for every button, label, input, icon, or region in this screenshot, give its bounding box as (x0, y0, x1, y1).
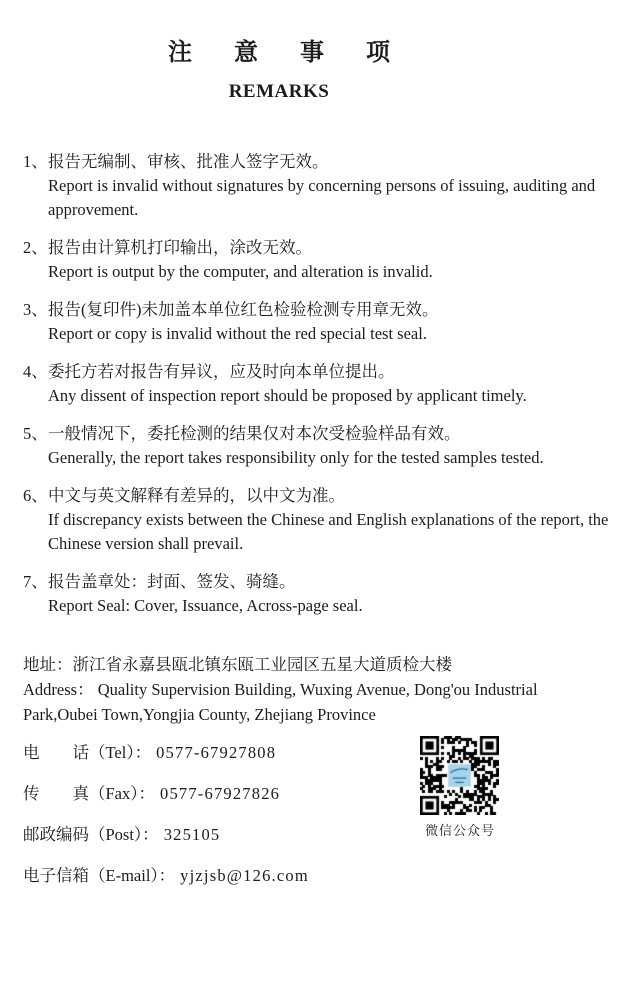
contact-block (23, 739, 309, 903)
item-body (48, 570, 615, 618)
page-title-en: REMARKS (228, 81, 330, 102)
item-text-en: Report or copy is invalid without the red special test seal. (48, 324, 427, 343)
contact-line (23, 821, 309, 845)
item-text-en: Report Seal: Cover, Issuance, Across-page seal. (48, 596, 363, 615)
item-text-zh: 报告由计算机打印输出，涂改无效。 (48, 238, 312, 257)
item-body (48, 422, 615, 470)
contact-value: yjzjsb@126.com (180, 866, 309, 885)
contact-label: 传 真（Fax）： (23, 784, 155, 803)
address-line-en: Address： Quality Supervision Building, Wuxing Avenue, Dong'ou Industrial Park,Oubei Town,Yongjia County, Zhejiang Province (23, 680, 538, 724)
wechat-qrcode-image (420, 736, 499, 815)
contact-value: 325105 (163, 825, 221, 844)
item-text-zh: 报告无编制、审核、批准人签字无效。 (48, 152, 329, 171)
remark-item (23, 236, 615, 284)
item-text-zh: 中文与英文解释有差异的，以中文为准。 (48, 486, 345, 505)
address-line-zh: 地址：浙江省永嘉县瓯北镇东瓯工业园区五星大道质检大楼 (23, 655, 452, 674)
item-text-en: Report is output by the computer, and alteration is invalid. (48, 262, 433, 281)
item-text-en: Any dissent of inspection report should be proposed by applicant timely. (48, 386, 527, 405)
contact-value: 0577-67927826 (160, 784, 281, 803)
item-number: 3、 (23, 300, 48, 319)
remark-item (23, 298, 615, 346)
remarks-list (23, 150, 615, 632)
qrcode-caption: 微信公众号 (424, 823, 495, 838)
contact-value: 0577-67927808 (156, 743, 277, 762)
item-text-en: Generally, the report takes responsibility only for the tested samples tested. (48, 448, 544, 467)
item-text-zh: 一般情况下，委托检测的结果仅对本次受检验样品有效。 (48, 424, 461, 443)
item-body (48, 298, 615, 346)
remark-item (23, 360, 615, 408)
item-number: 5、 (23, 424, 48, 443)
item-text-en: If discrepancy exists between the Chinese and English explanations of the report, the Chinese version shall prevail. (48, 510, 609, 553)
contact-label: 电 话（Tel）： (23, 743, 152, 762)
item-text-zh: 委托方若对报告有异议，应及时向本单位提出。 (48, 362, 395, 381)
remark-item (23, 484, 615, 556)
remark-item (23, 570, 615, 618)
contact-label: 邮政编码（Post）： (23, 825, 159, 844)
item-body (48, 360, 615, 408)
item-text-zh: 报告(复印件)未加盖本单位红色检验检测专用章无效。 (48, 300, 439, 319)
wechat-qr-block (420, 736, 500, 839)
contact-line (23, 739, 309, 763)
page-title-zh: 注意事项 (168, 40, 432, 66)
item-number: 1、 (23, 152, 48, 171)
page-header (0, 32, 558, 103)
item-body (48, 484, 615, 556)
address-block (23, 652, 615, 727)
contact-line (23, 862, 309, 886)
item-number: 6、 (23, 486, 48, 505)
item-number: 7、 (23, 572, 48, 591)
contact-label: 电子信箱（E-mail）： (23, 866, 176, 885)
item-text-zh: 报告盖章处：封面、签发、骑缝。 (48, 572, 296, 591)
item-number: 4、 (23, 362, 48, 381)
contact-line (23, 780, 309, 804)
item-body (48, 150, 615, 222)
remark-item (23, 150, 615, 222)
remark-item (23, 422, 615, 470)
item-number: 2、 (23, 238, 48, 257)
item-body (48, 236, 615, 284)
item-text-en: Report is invalid without signatures by concerning persons of issuing, auditing and approvement. (48, 176, 596, 219)
